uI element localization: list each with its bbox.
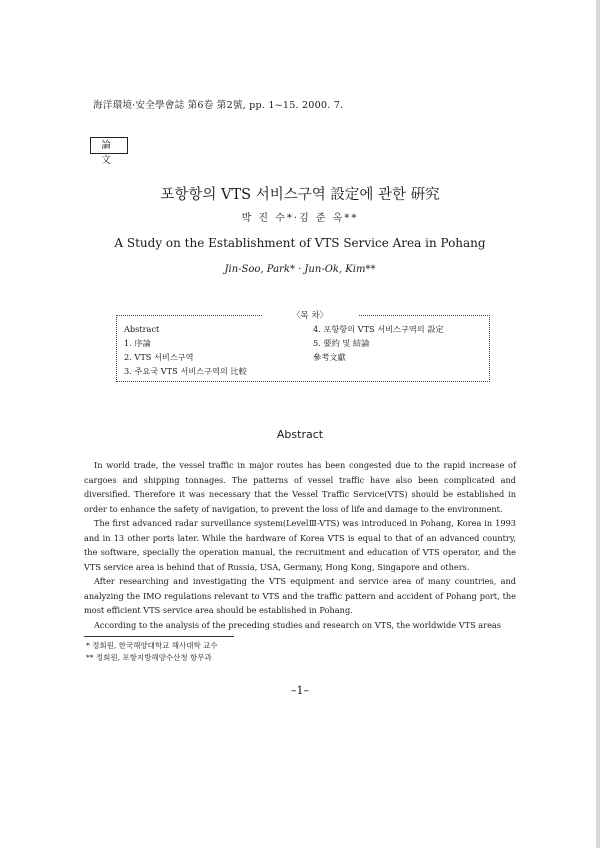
abstract-paragraph: After researching and investigating the VTS equipment and service area of many countries, and analyzing the IMO regulations relevant to VTS and the traffic pattern and accident of Pohang port, the most efficient VTS service area should be established in Pohang. (84, 576, 516, 615)
abstract-paragraph: The first advanced radar surveillance system(LevelⅢ-VTS) was introduced in Pohang, Korea in 1993 and in 13 other ports later. While the hardware of Korea VTS is equal to that of an advanced country, the software, specially the operation manual, the recruitment and education of VTS operator, and the VTS service area is behind that of Russia, USA, Germany, Hong Kong, Singapore and others. (84, 518, 516, 572)
page-number: –1– (291, 684, 309, 697)
abstract-paragraph: According to the analysis of the preceding studies and research on VTS, the worldwide VTS areas (94, 619, 502, 630)
toc-item: 4. 포항항의 VTS 서비스구역의 設定 (313, 324, 444, 334)
abstract-body (84, 458, 516, 632)
toc-item: 3. 주요국 VTS 서비스구역의 比較 (124, 366, 247, 376)
footnote: ** 정회원, 포항지방해양수산청 항무과 (86, 653, 212, 662)
abstract-paragraph: In world trade, the vessel traffic in major routes has been congested due to the rapid increase of cargoes and shipping tonnages. The patterns of vessel traffic have also been complicated and diversified. Therefore it was necessary that the Vessel Traffic Service(VTS) should be established in order to enhance the safety of navigation, to prevent the loss of life and damage to the environment. (84, 460, 516, 514)
english-title: A Study on the Establishment of VTS Service Area in Pohang (114, 236, 486, 250)
category-label: 論 文 (90, 137, 128, 154)
toc-item: 1. 序論 (124, 338, 151, 348)
toc-heading: 〈목 차〉 (262, 309, 358, 321)
journal-reference: 海洋環境·安全學會誌 第6卷 第2號, pp. 1~15. 2000. 7. (93, 100, 344, 111)
footnote-divider (84, 636, 234, 637)
english-authors: Jin-Soo, Park* · Jun-Ok, Kim** (224, 264, 376, 275)
toc-left-column (124, 322, 247, 378)
footnotes (86, 640, 218, 664)
toc-item: Abstract (124, 324, 160, 334)
korean-title: 포항항의 VTS 서비스구역 設定에 관한 硏究 (160, 187, 440, 203)
korean-authors: 박 진 수*·김 준 옥** (241, 213, 359, 224)
abstract-heading: Abstract (276, 428, 324, 441)
page-edge (596, 0, 600, 848)
toc-item: 5. 要約 및 結論 (313, 338, 370, 348)
toc-item: 2. VTS 서비스구역 (124, 352, 194, 362)
footnote: * 정회원, 한국해양대학교 해사대학 교수 (86, 641, 218, 650)
toc-item: 參考文獻 (313, 352, 346, 362)
toc-right-column (313, 322, 444, 364)
